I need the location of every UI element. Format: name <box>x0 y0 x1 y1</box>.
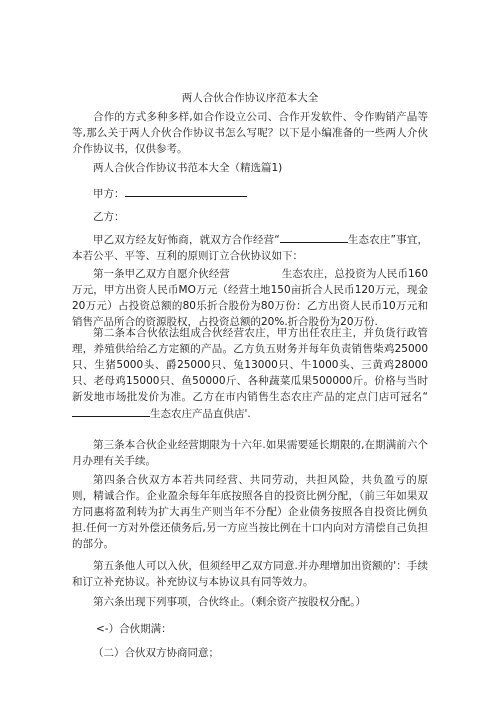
paragraph-1-text-after: 生态农庄”事宜，本若公平、平等、互利的原则订立合伙协议如下： <box>72 234 428 262</box>
document-title: 两人合伙合作协议序范本大全 <box>181 92 319 104</box>
party-a-blank <box>125 185 247 197</box>
section-heading: 两人合伙合作协议书范本大全（精选篇1) <box>93 162 283 174</box>
article-4: 第四条合伙双方本若共同经营、共同劳动，共担风险，共负盈亏的原则，精诚合作。企业盈余每年年底按照各自的投资比例分配，（前三年如果双方同惠将盈利转为扩大再生产则当年不分配）企业债务按照各自投资比例负担.任何一方对外偿还债务后,另一方应当按比例在十口内向对方清偿自己负担的部分。 <box>72 474 428 550</box>
paragraph-1-blank <box>280 231 348 243</box>
article-3: 第三条本合伙企业经营期限为十六年.如果需要延长期限的,在期满前六个月办理有关手续。 <box>72 439 428 467</box>
article-2-blank <box>72 405 150 417</box>
article-2 <box>72 325 428 422</box>
article-1-text-after: 生态农庄，总投资为人民币160万元，甲方出资人民币MO万元（经营土地150亩折合人民币120万元，现金20万元）占投资总额的80乐折合股份为80万份：乙方出资人民币10万元和销售产品所合的资源股权，占投资总额的20%.折合股份为20万份. <box>72 268 429 328</box>
article-1 <box>72 266 428 330</box>
paragraph-1 <box>72 231 428 264</box>
article-2-text-before: 第二条本合伙依法组成合伙经营农庄，甲方出任农庄主，并负货行政管理，养殖供给给乙方定额的产品。乙方负五财务并每年负责销售柴鸡25000只、生猪5000头、爵25000只、兔13000只、牛1000头、三黄鸡28000只、老母鸡15000只、鱼50000斤、各种蔬菜瓜果500000斤。价格与当时新发地市场批发价为准。乙方在市内销售生态农庄产品的定点门店可冠名“ <box>72 327 428 403</box>
item-2: （二）合伙双方协商同意； <box>93 647 219 659</box>
article-2-text-after: 生态农庄产品直供店'. <box>150 408 251 420</box>
article-5: 第五条他人可以入伙，但须经甲乙双方同意.并办理增加出资额的'：手续和订立补充协议。补充协议与本协议具有同等效力。 <box>72 560 428 588</box>
party-a-line <box>72 185 428 202</box>
party-a-label: 甲方： <box>93 188 125 200</box>
article-1-text-before: 第一条甲乙双方自愿介伙经营 <box>93 268 230 280</box>
paragraph-1-text-before: 甲乙双方经友好怖商，就双方合作经营“ <box>93 234 280 246</box>
intro-paragraph: 合作的方式多种多样,如合作设立公司、合作开发软件、令作购销产晶等等,那么关于两人介伙合作协议书怎么写呢？以下是小编准备的一些两人介伙介作协议书，仅供参考。 <box>72 111 428 155</box>
party-b-label: 乙方： <box>93 211 125 223</box>
article-6: 第六条出现下列事项，合伙终止。（剩余资产按股权分配。） <box>93 596 366 608</box>
item-1: <-）合伙期满： <box>96 623 172 635</box>
